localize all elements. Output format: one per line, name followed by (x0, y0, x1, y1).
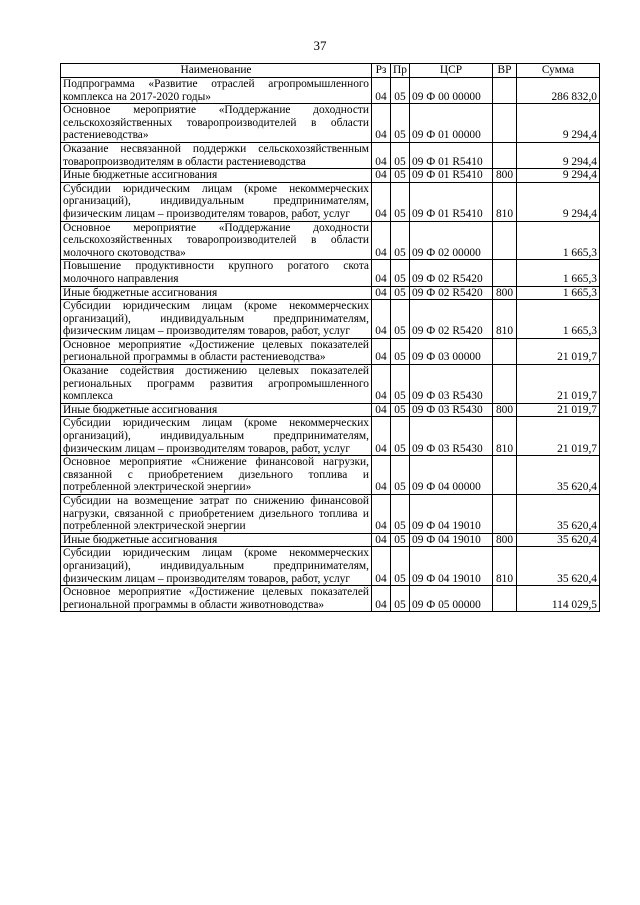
table-row (61, 142, 600, 168)
row-name: Субсидии на возмещение затрат по снижению финансовой нагрузки, связанной с приобретением дизельного топлива и потребленной электрической энергии (61, 495, 372, 534)
table-row (61, 586, 600, 612)
table-row (61, 365, 600, 404)
row-vr (493, 104, 517, 143)
budget-table (60, 63, 600, 612)
row-csr: 09 Ф 03 R5430 (410, 403, 493, 417)
row-rz: 04 (372, 338, 391, 364)
table-row (61, 547, 600, 586)
row-vr: 810 (493, 182, 517, 221)
row-sum: 21 019,7 (517, 403, 600, 417)
row-csr: 09 Ф 00 00000 (410, 78, 493, 104)
row-vr: 810 (493, 547, 517, 586)
row-csr: 09 Ф 03 R5430 (410, 417, 493, 456)
row-pr: 05 (391, 182, 410, 221)
row-name: Субсидии юридическим лицам (кроме некоммерческих организаций), индивидуальным предпринимателям, физическим лицам – производителям товаров, работ, услуг (61, 182, 372, 221)
page-number: 37 (313, 38, 327, 53)
row-csr: 09 Ф 04 00000 (410, 456, 493, 495)
row-sum: 9 294,4 (517, 142, 600, 168)
table-row (61, 533, 600, 547)
header-rz: Рз (372, 64, 391, 78)
row-csr: 09 Ф 01 R5410 (410, 142, 493, 168)
row-vr (493, 142, 517, 168)
row-rz: 04 (372, 300, 391, 339)
row-sum: 1 665,3 (517, 260, 600, 286)
row-pr: 05 (391, 403, 410, 417)
table-row (61, 169, 600, 183)
row-pr: 05 (391, 78, 410, 104)
row-csr: 09 Ф 05 00000 (410, 586, 493, 612)
header-sum: Сумма (517, 64, 600, 78)
row-rz: 04 (372, 586, 391, 612)
row-name: Подпрограмма «Развитие отраслей агропромышленного комплекса на 2017-2020 годы» (61, 78, 372, 104)
row-vr: 800 (493, 169, 517, 183)
row-pr: 05 (391, 260, 410, 286)
row-sum: 35 620,4 (517, 495, 600, 534)
row-pr: 05 (391, 338, 410, 364)
row-name: Иные бюджетные ассигнования (61, 403, 372, 417)
row-pr: 05 (391, 547, 410, 586)
row-name: Субсидии юридическим лицам (кроме некоммерческих организаций), индивидуальным предпринимателям, физическим лицам – производителям товаров, работ, услуг (61, 547, 372, 586)
row-vr: 810 (493, 300, 517, 339)
row-pr: 05 (391, 417, 410, 456)
table-row (61, 182, 600, 221)
row-sum: 21 019,7 (517, 417, 600, 456)
row-sum: 9 294,4 (517, 182, 600, 221)
row-pr: 05 (391, 221, 410, 260)
row-name: Основное мероприятие «Поддержание доходности сельскохозяйственных товаропроизводителей в области растениеводства» (61, 104, 372, 143)
row-rz: 04 (372, 547, 391, 586)
row-pr: 05 (391, 300, 410, 339)
row-pr: 05 (391, 169, 410, 183)
row-name: Основное мероприятие «Поддержание доходности сельскохозяйственных товаропроизводителей в области молочного скотоводства» (61, 221, 372, 260)
table-row (61, 338, 600, 364)
row-vr (493, 456, 517, 495)
row-sum: 35 620,4 (517, 547, 600, 586)
row-csr: 09 Ф 03 00000 (410, 338, 493, 364)
row-csr: 09 Ф 03 R5430 (410, 365, 493, 404)
table-row (61, 403, 600, 417)
row-rz: 04 (372, 169, 391, 183)
row-vr (493, 221, 517, 260)
table-row (61, 417, 600, 456)
row-name: Основное мероприятие «Достижение целевых показателей региональной программы в области растениеводства» (61, 338, 372, 364)
row-pr: 05 (391, 365, 410, 404)
row-vr: 800 (493, 286, 517, 300)
row-rz: 04 (372, 533, 391, 547)
row-csr: 09 Ф 04 19010 (410, 547, 493, 586)
table-row (61, 78, 600, 104)
row-pr: 05 (391, 586, 410, 612)
row-rz: 04 (372, 403, 391, 417)
row-sum: 21 019,7 (517, 338, 600, 364)
row-sum: 286 832,0 (517, 78, 600, 104)
row-csr: 09 Ф 01 R5410 (410, 182, 493, 221)
header-vr: ВР (493, 64, 517, 78)
row-name: Иные бюджетные ассигнования (61, 169, 372, 183)
row-csr: 09 Ф 02 00000 (410, 221, 493, 260)
row-pr: 05 (391, 533, 410, 547)
row-pr: 05 (391, 456, 410, 495)
row-pr: 05 (391, 495, 410, 534)
row-vr (493, 260, 517, 286)
row-csr: 09 Ф 01 R5410 (410, 169, 493, 183)
row-name: Основное мероприятие «Достижение целевых показателей региональной программы в области животноводства» (61, 586, 372, 612)
row-csr: 09 Ф 01 00000 (410, 104, 493, 143)
row-sum: 1 665,3 (517, 300, 600, 339)
row-sum: 9 294,4 (517, 104, 600, 143)
table-header-row (61, 64, 600, 78)
row-rz: 04 (372, 78, 391, 104)
row-name: Оказание содействия достижению целевых показателей региональных программ развития агропромышленного комплекса (61, 365, 372, 404)
row-csr: 09 Ф 02 R5420 (410, 286, 493, 300)
row-sum: 114 029,5 (517, 586, 600, 612)
row-vr: 810 (493, 417, 517, 456)
row-rz: 04 (372, 456, 391, 495)
row-vr (493, 495, 517, 534)
row-rz: 04 (372, 104, 391, 143)
table-row (61, 104, 600, 143)
row-name: Основное мероприятие «Снижение финансовой нагрузки, связанной с приобретением дизельного топлива и потребленной электрической энергии» (61, 456, 372, 495)
row-rz: 04 (372, 417, 391, 456)
row-csr: 09 Ф 04 19010 (410, 495, 493, 534)
table-row (61, 286, 600, 300)
row-vr: 800 (493, 533, 517, 547)
row-pr: 05 (391, 104, 410, 143)
row-sum: 1 665,3 (517, 221, 600, 260)
row-vr: 800 (493, 403, 517, 417)
row-vr (493, 78, 517, 104)
header-name: Наименование (61, 64, 372, 78)
row-csr: 09 Ф 02 R5420 (410, 260, 493, 286)
row-name: Субсидии юридическим лицам (кроме некоммерческих организаций), индивидуальным предпринимателям, физическим лицам – производителям товаров, работ, услуг (61, 300, 372, 339)
row-rz: 04 (372, 142, 391, 168)
row-name: Иные бюджетные ассигнования (61, 533, 372, 547)
row-csr: 09 Ф 02 R5420 (410, 300, 493, 339)
row-pr: 05 (391, 286, 410, 300)
row-rz: 04 (372, 221, 391, 260)
row-rz: 04 (372, 182, 391, 221)
row-vr (493, 338, 517, 364)
row-rz: 04 (372, 286, 391, 300)
row-rz: 04 (372, 260, 391, 286)
row-sum: 35 620,4 (517, 456, 600, 495)
row-name: Иные бюджетные ассигнования (61, 286, 372, 300)
row-sum: 1 665,3 (517, 286, 600, 300)
row-csr: 09 Ф 04 19010 (410, 533, 493, 547)
row-name: Повышение продуктивности крупного рогатого скота молочного направления (61, 260, 372, 286)
header-csr: ЦСР (410, 64, 493, 78)
table-row (61, 495, 600, 534)
row-sum: 21 019,7 (517, 365, 600, 404)
row-name: Оказание несвязанной поддержки сельскохозяйственным товаропроизводителям в области растениеводства (61, 142, 372, 168)
table-row (61, 260, 600, 286)
row-vr (493, 586, 517, 612)
row-sum: 35 620,4 (517, 533, 600, 547)
row-sum: 9 294,4 (517, 169, 600, 183)
table-row (61, 221, 600, 260)
table-row (61, 456, 600, 495)
header-pr: Пр (391, 64, 410, 78)
table-row (61, 300, 600, 339)
row-rz: 04 (372, 365, 391, 404)
row-rz: 04 (372, 495, 391, 534)
row-vr (493, 365, 517, 404)
row-name: Субсидии юридическим лицам (кроме некоммерческих организаций), индивидуальным предпринимателям, физическим лицам – производителям товаров, работ, услуг (61, 417, 372, 456)
row-pr: 05 (391, 142, 410, 168)
